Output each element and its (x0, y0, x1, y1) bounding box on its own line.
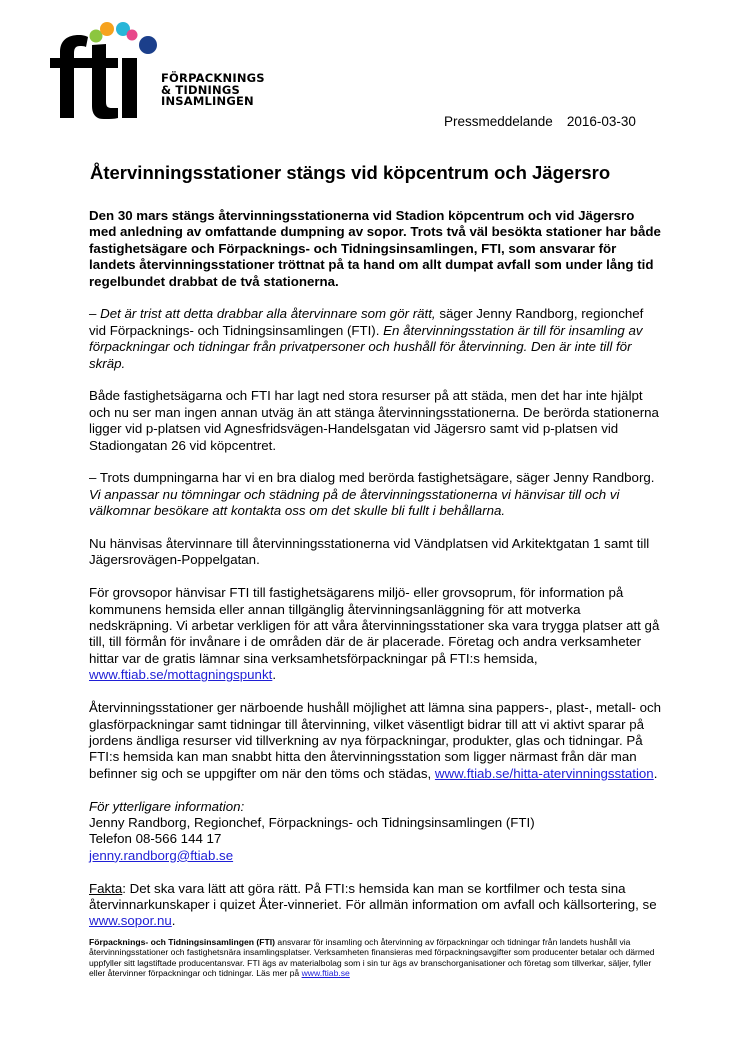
quote-part-a: – Det är trist att detta drabbar alla återvinnare som gör rätt, (89, 306, 436, 322)
doc-type: Pressmeddelande (444, 114, 553, 129)
paragraph-stations-info (89, 700, 664, 782)
paragraph-redirect: Nu hänvisas återvinnare till återvinningsstationerna vid Vändplatsen vid Arkitektgatan 1 samt till Jägersrovägen-Poppelgatan. (89, 536, 650, 568)
facts-text: : Det ska vara lätt att göra rätt. På FTI:s hemsida kan man se kortfilmer och testa sina återvinnarkunskaper i quizet Åter-vinneriet. För allmän information om avfall och källsortering, se (89, 880, 657, 912)
lead-paragraph: Den 30 mars stängs återvinningsstationerna vid Stadion köpcentrum och vid Jägersro med anledning av omfattande dumpning av sopor. Trots två väl besökta stationer har både fastighetsägare och Förpacknings- och Tidningsinsamlingen, FTI, som ansvarar för landets återvinningsstationer tröttnat på ta hand om allt dumpat avfall som under lång tid regelbundet drabbat de två stationerna. (89, 208, 661, 289)
logo-dot-orange (100, 22, 114, 36)
quote-part-b: En återvinningsstation är till för insamling av förpackningar och tidningar från privatpersoner och hushåll för återvinning. Den är inte till för skräp. (89, 322, 643, 371)
logo-line-2: & TIDNINGS (161, 82, 240, 97)
logo-letter-f (50, 35, 88, 118)
footer-text: ansvarar för insamling och återvinning av förpackningar och tidningar från landets hushåll via återvinningsstationer och fastighetsnära insamlingsplatser. Verksamheten finansieras med förpackningsavgifter som producenter betalar och därmed uppfyller sitt lagstiftade producentansvar. FTI ägs av materialbolag som i sin tur ägs av branschorganisationer och företag som tillverkar, säljer, fyller eller återvinner förpackningar och tidningar. Läs mer på (89, 937, 655, 978)
paragraph-stations: Både fastighetsägarna och FTI har lagt ned stora resurser på att städa, men det har inte hjälpt och nu ser man ingen annan utväg än att stänga återvinningsstationerna. De berörda stationerna ligger vid p-platsen vid Agnesfridsvägen-Handelsgatan vid Jägersro samt vid p-platsen vid Stadiongatan 26 vid köpcentret. (89, 388, 659, 453)
contact-email-link[interactable]: jenny.randborg@ftiab.se (89, 847, 234, 863)
logo-dot-pink (127, 30, 138, 41)
paragraph-bulky-waste (89, 585, 664, 683)
link-hitta-station[interactable]: www.ftiab.se/hitta-atervinningsstation (434, 765, 654, 781)
contact-phone: Telefon 08-566 144 17 (89, 831, 222, 847)
logo-wordmark (161, 73, 265, 108)
stations-info-text: Återvinningsstationer ger närboende hushåll möjlighet att lämna sina pappers-, plast-, metall- och glasförpackningar samt tidningar till återvinning, vilket väsentligt bidrar till att vi aktivt sparar på jordens ändliga resurser vid tillverkning av nya förpackningar, produkter, glas och tidningar. På FTI:s hemsida kan man snabbt hitta den återvinningsstation som ligger närmast från där man befinner sig och se uppgifter om när den töms och städas, (89, 700, 662, 781)
fti-logo-mark (48, 22, 160, 122)
footer-note (89, 937, 659, 978)
quote-paragraph (89, 306, 664, 372)
facts-end: . (171, 913, 176, 929)
logo-letter-i (122, 58, 137, 118)
link-mottagningspunkt[interactable]: www.ftiab.se/mottagningspunkt (89, 667, 273, 683)
facts-label: Fakta (89, 880, 123, 896)
logo-dot-navy (139, 36, 157, 54)
quote-attribution: säger Jenny Randborg, regionchef vid Förpacknings- och Tidningsinsamlingen (FTI). (89, 306, 644, 338)
dialog-quote: Vi anpassar nu tömningar och städning på de återvinningsstationerna vi hänvisar till och vi välkomnar besökare att kontakta oss om det skulle bli fullt i behållarna. (89, 486, 620, 519)
contact-heading: För ytterligare information: (89, 798, 245, 814)
link-sopor[interactable]: www.sopor.nu (89, 913, 172, 929)
contact-name: Jenny Randborg, Regionchef, Förpacknings- och Tidningsinsamlingen (FTI) (89, 814, 535, 830)
logo-line-1: FÖRPACKNINGS (161, 71, 265, 85)
paragraph-dialog (89, 470, 664, 519)
contact-block (89, 799, 664, 865)
dialog-text: – Trots dumpningarna har vi en bra dialog med berörda fastighetsägare, säger Jenny Randborg. (89, 470, 655, 486)
page-title: Återvinningsstationer stängs vid köpcentrum och Jägersro (90, 162, 611, 183)
stations-info-end: . (653, 765, 658, 781)
footer-org: Förpacknings- och Tidningsinsamlingen (FTI) (89, 937, 276, 947)
link-ftiab[interactable]: www.ftiab.se (301, 967, 350, 978)
article-body (89, 208, 664, 946)
facts-paragraph (89, 881, 664, 930)
doc-header (444, 114, 636, 129)
bulky-waste-text: För grovsopor hänvisar FTI till fastighetsägarens miljö- eller grovsoprum, för information på kommunens hemsida eller annan tillgänglig återvinningsanläggning för att motverka nedskräpning. Vi arbetar verkligen för att våra återvinningsstationer ska vara trygga platser att gå till, till förmån för invånare i de områden där de är placerade. Företag och andra verksamheter hittar var de gratis lämnar sina verksamhetsförpackningar på FTI:s hemsida, (89, 585, 660, 666)
logo-letter-t (84, 44, 118, 119)
logo-line-3: INSAMLINGEN (161, 94, 254, 108)
doc-date: 2016-03-30 (566, 114, 636, 129)
bulky-waste-end: . (272, 667, 277, 683)
